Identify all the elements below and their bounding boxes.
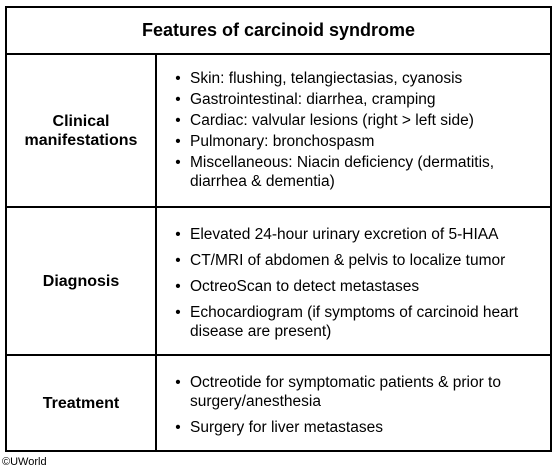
row-clinical-manifestations xyxy=(7,55,550,208)
list-item xyxy=(171,69,544,88)
row-items-diagnosis xyxy=(159,208,550,354)
bullet-list xyxy=(171,69,544,191)
bullet-icon: • xyxy=(175,278,181,295)
bullet-list xyxy=(171,225,544,341)
list-item xyxy=(171,277,544,296)
list-item xyxy=(171,111,544,130)
list-item xyxy=(171,225,544,244)
bullet-icon: • xyxy=(175,91,181,108)
list-item-text: Skin: flushing, telangiectasias, cyanosis xyxy=(190,70,463,87)
list-item xyxy=(171,303,544,341)
list-item xyxy=(171,153,544,191)
bullet-icon: • xyxy=(175,374,181,391)
list-item-text: Miscellaneous: Niacin deficiency (dermatitis, diarrhea & dementia) xyxy=(190,154,495,190)
list-item-text: Surgery for liver metastases xyxy=(190,419,383,436)
list-item xyxy=(171,251,544,270)
bullet-icon: • xyxy=(175,112,181,129)
list-item xyxy=(171,132,544,151)
row-label-treatment xyxy=(7,356,157,450)
list-item-text: OctreoScan to detect metastases xyxy=(190,278,420,295)
list-item-text: Echocardiogram (if symptoms of carcinoid heart disease are present) xyxy=(190,304,519,340)
list-item-text: Octreotide for symptomatic patients & prior to surgery/anesthesia xyxy=(190,374,501,410)
list-item-text: Cardiac: valvular lesions (right > left side) xyxy=(190,112,474,129)
table-title: Features of carcinoid syndrome xyxy=(7,8,550,55)
bullet-list xyxy=(171,373,544,437)
copyright-notice: ©UWorld xyxy=(2,456,47,468)
bullet-icon: • xyxy=(175,133,181,150)
row-treatment xyxy=(7,356,550,450)
row-label-diagnosis xyxy=(7,208,157,354)
row-label-line: manifestations xyxy=(24,131,138,149)
bullet-icon: • xyxy=(175,154,181,171)
list-item xyxy=(171,418,544,437)
row-diagnosis xyxy=(7,208,550,356)
row-label-line: Treatment xyxy=(42,394,120,412)
bullet-icon: • xyxy=(175,419,181,436)
row-label-line: Clinical xyxy=(52,112,110,130)
bullet-icon: • xyxy=(175,226,181,243)
bullet-icon: • xyxy=(175,304,181,321)
list-item xyxy=(171,90,544,109)
list-item xyxy=(171,373,544,411)
carcinoid-features-table xyxy=(5,6,552,452)
list-item-text: Elevated 24-hour urinary excretion of 5-HIAA xyxy=(190,226,499,243)
bullet-icon: • xyxy=(175,252,181,269)
bullet-icon: • xyxy=(175,70,181,87)
list-item-text: Gastrointestinal: diarrhea, cramping xyxy=(190,91,436,108)
row-items-clinical-manifestations xyxy=(159,55,550,206)
row-items-treatment xyxy=(159,356,550,450)
row-label-line: Diagnosis xyxy=(42,272,120,290)
list-item-text: Pulmonary: bronchospasm xyxy=(190,133,375,150)
row-label-clinical-manifestations xyxy=(7,55,157,206)
list-item-text: CT/MRI of abdomen & pelvis to localize tumor xyxy=(190,252,506,269)
